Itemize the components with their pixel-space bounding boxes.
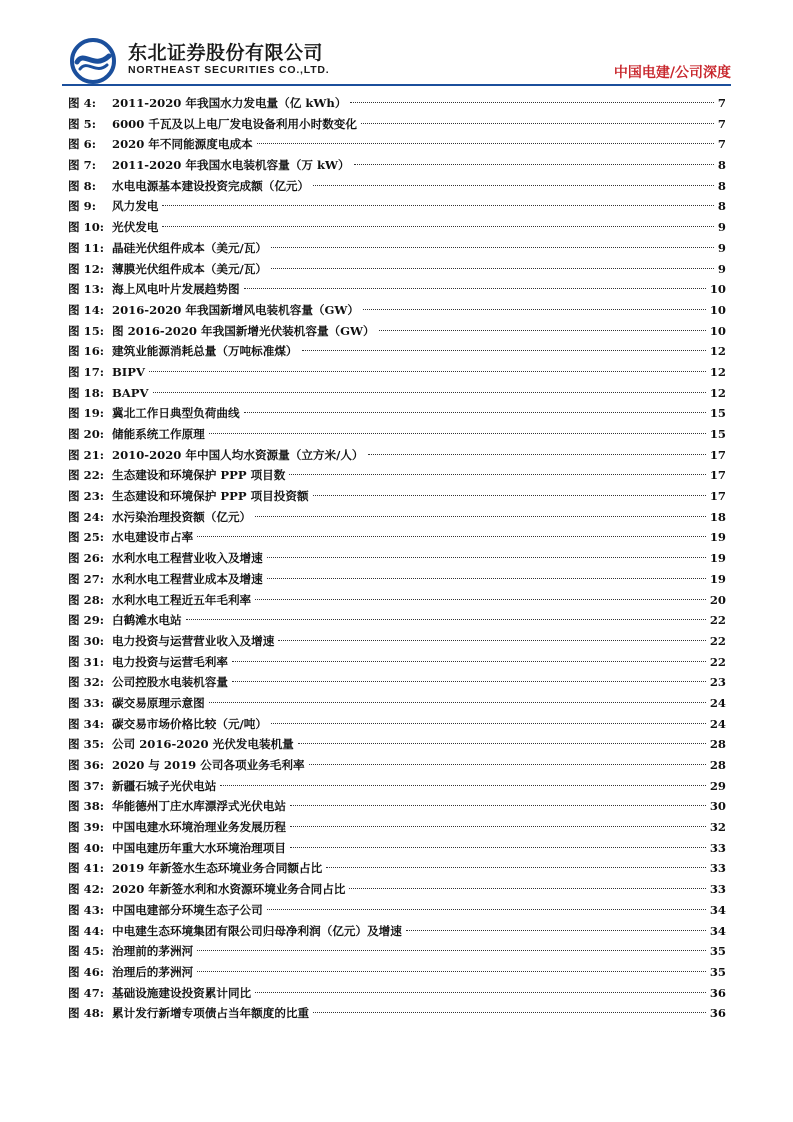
toc-entry-label: 图 37: — [68, 778, 105, 793]
toc-entry-label: 图 16: — [68, 344, 105, 359]
toc-entry[interactable] — [68, 403, 726, 424]
toc-entry-label: 图 20: — [68, 427, 105, 441]
toc-entry-title: 储能系统工作原理 — [112, 427, 205, 441]
toc-entry-title: 白鹤滩水电站 — [112, 613, 182, 628]
toc-entry-label: 图 8: — [68, 178, 96, 193]
toc-entry-page: 28 — [709, 737, 726, 752]
toc-entry-title: 2020 与 2019 公司各项业务毛利率 — [112, 758, 305, 772]
toc-entry-page: 23 — [709, 675, 726, 690]
toc-entry[interactable] — [68, 900, 726, 921]
toc-entry[interactable] — [68, 196, 726, 217]
toc-dot-leader — [186, 619, 706, 620]
toc-entry-title: 冀北工作日典型负荷曲线 — [112, 406, 240, 421]
toc-entry[interactable] — [68, 941, 726, 962]
toc-entry-label: 图 35: — [68, 737, 105, 752]
toc-entry-title: 2011-2020 年我国水力发电量（亿 kWh） — [112, 96, 347, 110]
toc-entry-label: 图 34: — [68, 716, 105, 731]
toc-entry-label: 图 38: — [68, 799, 105, 814]
figure-index-list — [68, 93, 726, 1024]
toc-entry-title: 建筑业能源消耗总量（万吨标准煤） — [112, 344, 298, 359]
toc-entry[interactable] — [68, 259, 726, 280]
toc-entry-page: 10 — [709, 282, 726, 297]
toc-entry[interactable] — [68, 383, 726, 404]
toc-entry-page: 9 — [717, 240, 726, 255]
toc-entry-title: 6000 千瓦及以上电厂发电设备利用小时数变化 — [112, 116, 357, 131]
toc-entry-page: 35 — [709, 964, 726, 979]
toc-entry-label: 图 6: — [68, 137, 96, 152]
toc-dot-leader — [302, 350, 706, 351]
toc-entry-title: 电力投资与运营毛利率 — [112, 654, 228, 669]
toc-entry[interactable] — [68, 590, 726, 611]
toc-entry-label: 图 27: — [68, 571, 105, 586]
toc-entry-label: 图 39: — [68, 820, 105, 835]
toc-entry-title: 公司控股水电装机容量 — [112, 675, 228, 690]
toc-entry-label: 图 23: — [68, 489, 105, 504]
toc-entry-page: 36 — [709, 1006, 726, 1021]
toc-entry-label: 图 5: — [68, 116, 96, 131]
toc-dot-leader — [255, 516, 706, 517]
toc-dot-leader — [271, 247, 714, 248]
toc-entry[interactable] — [68, 858, 726, 879]
toc-entry-page: 24 — [709, 716, 726, 731]
toc-entry-title: 水利水电工程营业成本及增速 — [112, 571, 263, 586]
toc-entry-label: 图 17: — [68, 364, 105, 379]
toc-dot-leader — [255, 992, 706, 993]
toc-entry-title: 华能德州丁庄水库漂浮式光伏电站 — [112, 799, 286, 814]
toc-entry[interactable] — [68, 983, 726, 1004]
toc-entry-page: 17 — [709, 447, 726, 462]
toc-entry-label: 图 43: — [68, 902, 105, 917]
toc-entry-title: 中国电建历年重大水环境治理项目 — [112, 840, 286, 855]
toc-entry-title: 2020 年新签水利和水资源环境业务合同占比 — [112, 882, 346, 897]
toc-entry[interactable] — [68, 1003, 726, 1024]
toc-entry-title: 薄膜光伏组件成本（美元/瓦） — [112, 261, 267, 276]
toc-entry-title: 生态建设和环境保护 PPP 项目数 — [112, 468, 286, 483]
toc-dot-leader — [197, 971, 706, 972]
toc-entry-title: 生态建设和环境保护 PPP 项目投资额 — [112, 489, 309, 504]
toc-entry[interactable] — [68, 424, 726, 445]
company-name-en: NORTHEAST SECURITIES CO.,LTD. — [128, 64, 330, 76]
toc-entry-page: 35 — [709, 944, 726, 959]
toc-entry-label: 图 11: — [68, 240, 105, 255]
toc-entry-page: 12 — [709, 385, 726, 400]
toc-entry[interactable] — [68, 362, 726, 383]
toc-entry-label: 图 28: — [68, 592, 105, 607]
toc-entry-page: 17 — [709, 468, 726, 483]
toc-entry-title: 晶硅光伏组件成本（美元/瓦） — [112, 240, 267, 255]
toc-dot-leader — [290, 826, 706, 827]
toc-entry-title: 海上风电叶片发展趋势图 — [112, 282, 240, 297]
toc-entry-page: 8 — [717, 158, 726, 173]
toc-entry-title: 累计发行新增专项债占当年额度的比重 — [112, 1006, 310, 1021]
toc-entry-title: 水电建设市占率 — [112, 530, 194, 545]
toc-entry-label: 图 48: — [68, 1006, 105, 1021]
toc-entry[interactable] — [68, 879, 726, 900]
toc-entry-page: 15 — [709, 427, 726, 441]
toc-dot-leader — [326, 867, 706, 868]
toc-dot-leader — [267, 909, 706, 910]
toc-dot-leader — [232, 661, 706, 662]
toc-dot-leader — [289, 474, 706, 475]
toc-entry[interactable] — [68, 610, 726, 631]
toc-entry[interactable] — [68, 734, 726, 755]
toc-entry-title: 治理后的茅洲河 — [112, 964, 194, 979]
toc-entry-title: 治理前的茅洲河 — [112, 944, 194, 959]
toc-entry-page: 20 — [709, 592, 726, 607]
toc-dot-leader — [361, 123, 714, 124]
toc-entry-page: 28 — [709, 758, 726, 772]
toc-entry[interactable] — [68, 838, 726, 859]
toc-dot-leader — [309, 764, 706, 765]
toc-dot-leader — [363, 309, 706, 310]
toc-entry-title: 风力发电 — [112, 199, 159, 214]
toc-entry-page: 22 — [709, 654, 726, 669]
toc-dot-leader — [244, 412, 706, 413]
toc-entry-title: 2020 年不同能源度电成本 — [112, 137, 253, 152]
toc-dot-leader — [271, 723, 706, 724]
toc-entry-label: 图 36: — [68, 758, 105, 772]
toc-entry-title: BAPV — [112, 385, 149, 400]
toc-entry-label: 图 32: — [68, 675, 105, 690]
toc-dot-leader — [197, 950, 706, 951]
toc-entry-label: 图 40: — [68, 840, 105, 855]
toc-entry-title: 新疆石城子光伏电站 — [112, 778, 217, 793]
toc-dot-leader — [313, 1012, 706, 1013]
toc-entry[interactable] — [68, 548, 726, 569]
toc-entry-page: 34 — [709, 902, 726, 917]
toc-entry-page: 29 — [709, 778, 726, 793]
toc-entry-title: 电力投资与运营营业收入及增速 — [112, 633, 275, 648]
toc-dot-leader — [278, 640, 706, 641]
toc-dot-leader — [197, 536, 706, 537]
toc-entry-title: 基础设施建设投资累计同比 — [112, 985, 252, 1000]
toc-entry-label: 图 44: — [68, 923, 105, 938]
toc-entry-page: 7 — [717, 116, 726, 131]
toc-dot-leader — [290, 847, 706, 848]
toc-dot-leader — [149, 371, 706, 372]
toc-entry[interactable] — [68, 279, 726, 300]
toc-dot-leader — [313, 185, 714, 186]
toc-entry[interactable] — [68, 693, 726, 714]
company-name-cn: 东北证券股份有限公司 — [128, 42, 324, 64]
toc-entry-label: 图 9: — [68, 199, 96, 214]
toc-entry-label: 图 31: — [68, 654, 105, 669]
toc-entry-page: 19 — [709, 571, 726, 586]
toc-dot-leader — [350, 102, 713, 103]
toc-entry-title: 中国电建水环境治理业务发展历程 — [112, 820, 286, 835]
toc-dot-leader — [313, 495, 706, 496]
toc-entry-page: 33 — [709, 882, 726, 897]
toc-entry[interactable] — [68, 507, 726, 528]
toc-entry-label: 图 41: — [68, 861, 105, 876]
toc-entry-label: 图 4: — [68, 96, 96, 110]
toc-entry-label: 图 33: — [68, 695, 105, 710]
toc-dot-leader — [209, 702, 706, 703]
toc-entry[interactable] — [68, 134, 726, 155]
toc-dot-leader — [368, 454, 706, 455]
toc-entry[interactable] — [68, 796, 726, 817]
toc-entry-page: 30 — [709, 799, 726, 814]
toc-entry[interactable] — [68, 817, 726, 838]
toc-entry-title: 2010-2020 年中国人均水资源量（立方米/人） — [112, 447, 364, 462]
toc-entry-page: 36 — [709, 985, 726, 1000]
toc-entry-title: 水电电源基本建设投资完成额（亿元） — [112, 178, 310, 193]
toc-entry-label: 图 45: — [68, 944, 105, 959]
toc-entry[interactable] — [68, 755, 726, 776]
toc-entry[interactable] — [68, 217, 726, 238]
toc-entry[interactable] — [68, 176, 726, 197]
toc-dot-leader — [406, 930, 706, 931]
toc-entry[interactable] — [68, 631, 726, 652]
toc-entry-page: 12 — [709, 364, 726, 379]
toc-entry-page: 7 — [717, 96, 726, 110]
toc-dot-leader — [271, 268, 714, 269]
toc-entry[interactable] — [68, 962, 726, 983]
toc-entry-label: 图 13: — [68, 282, 105, 297]
toc-entry-title: 中电建生态环境集团有限公司归母净利润（亿元）及增速 — [112, 923, 402, 938]
toc-entry-page: 33 — [709, 840, 726, 855]
toc-entry-title: 中国电建部分环境生态子公司 — [112, 902, 263, 917]
toc-entry-title: BIPV — [112, 364, 145, 379]
toc-entry[interactable] — [68, 93, 726, 114]
toc-entry[interactable] — [68, 238, 726, 259]
toc-entry[interactable] — [68, 527, 726, 548]
toc-dot-leader — [354, 164, 714, 165]
toc-entry[interactable] — [68, 321, 726, 342]
toc-entry[interactable] — [68, 776, 726, 797]
toc-entry-page: 9 — [717, 261, 726, 276]
toc-entry[interactable] — [68, 155, 726, 176]
toc-dot-leader — [232, 681, 706, 682]
toc-entry-page: 22 — [709, 613, 726, 628]
toc-entry-title: 碳交易市场价格比较（元/吨） — [112, 716, 267, 731]
toc-entry[interactable] — [68, 921, 726, 942]
toc-dot-leader — [153, 392, 706, 393]
toc-entry-label: 图 14: — [68, 302, 105, 317]
toc-entry-title: 2011-2020 年我国水电装机容量（万 kW） — [112, 158, 350, 173]
toc-dot-leader — [298, 743, 706, 744]
toc-entry[interactable] — [68, 341, 726, 362]
toc-dot-leader — [290, 805, 706, 806]
toc-entry-page: 22 — [709, 633, 726, 648]
toc-dot-leader — [162, 226, 714, 227]
toc-entry-label: 图 7: — [68, 158, 96, 173]
toc-entry-title: 水污染治理投资额（亿元） — [112, 509, 252, 524]
toc-entry-label: 图 30: — [68, 633, 105, 648]
toc-entry-page: 8 — [717, 199, 726, 214]
toc-entry-page: 34 — [709, 923, 726, 938]
toc-entry-page: 17 — [709, 489, 726, 504]
toc-entry[interactable] — [68, 465, 726, 486]
toc-entry[interactable] — [68, 652, 726, 673]
toc-entry-page: 19 — [709, 551, 726, 566]
toc-entry-page: 15 — [709, 406, 726, 421]
toc-entry-page: 9 — [717, 220, 726, 235]
toc-entry-page: 8 — [717, 178, 726, 193]
toc-entry-page: 33 — [709, 861, 726, 876]
toc-entry-page: 12 — [709, 344, 726, 359]
toc-entry-label: 图 25: — [68, 530, 105, 545]
toc-entry-title: 水利水电工程近五年毛利率 — [112, 592, 252, 607]
toc-entry-label: 图 22: — [68, 468, 105, 483]
toc-dot-leader — [244, 288, 706, 289]
toc-dot-leader — [162, 205, 714, 206]
toc-entry-page: 18 — [709, 509, 726, 524]
toc-entry-label: 图 12: — [68, 261, 105, 276]
company-logo-icon — [70, 38, 116, 84]
toc-entry-title: 2016-2020 年我国新增风电装机容量（GW） — [112, 302, 360, 317]
toc-dot-leader — [349, 888, 705, 889]
toc-entry[interactable] — [68, 300, 726, 321]
toc-entry-page: 19 — [709, 530, 726, 545]
toc-entry-title: 光伏发电 — [112, 220, 159, 235]
toc-dot-leader — [220, 785, 706, 786]
toc-entry[interactable] — [68, 445, 726, 466]
toc-dot-leader — [379, 330, 706, 331]
toc-entry[interactable] — [68, 114, 726, 135]
header-divider — [62, 84, 731, 86]
toc-entry-page: 24 — [709, 695, 726, 710]
toc-entry-page: 10 — [709, 323, 726, 338]
toc-entry-page: 10 — [709, 302, 726, 317]
toc-dot-leader — [267, 557, 706, 558]
toc-entry[interactable] — [68, 569, 726, 590]
toc-entry-label: 图 18: — [68, 385, 105, 400]
toc-dot-leader — [209, 433, 706, 434]
toc-dot-leader — [255, 599, 706, 600]
toc-entry-label: 图 15: — [68, 323, 105, 338]
toc-entry[interactable] — [68, 714, 726, 735]
toc-dot-leader — [267, 578, 706, 579]
toc-entry-title: 水利水电工程营业收入及增速 — [112, 551, 263, 566]
report-tag: 中国电建/公司深度 — [613, 65, 731, 81]
toc-entry[interactable] — [68, 672, 726, 693]
toc-entry-label: 图 47: — [68, 985, 105, 1000]
toc-entry-label: 图 26: — [68, 551, 105, 566]
page-header — [0, 0, 793, 92]
toc-entry-label: 图 46: — [68, 964, 105, 979]
toc-entry-label: 图 42: — [68, 882, 105, 897]
toc-entry-title: 2019 年新签水生态环境业务合同额占比 — [112, 861, 323, 876]
toc-entry-label: 图 21: — [68, 447, 105, 462]
toc-entry-label: 图 29: — [68, 613, 105, 628]
toc-entry-title: 碳交易原理示意图 — [112, 695, 205, 710]
toc-entry-page: 7 — [717, 137, 726, 152]
toc-dot-leader — [257, 143, 714, 144]
toc-entry[interactable] — [68, 486, 726, 507]
toc-entry-label: 图 10: — [68, 220, 105, 235]
toc-entry-label: 图 19: — [68, 406, 105, 421]
toc-entry-page: 32 — [709, 820, 726, 835]
toc-entry-title: 公司 2016-2020 光伏发电装机量 — [112, 737, 294, 752]
toc-entry-title: 图 2016-2020 年我国新增光伏装机容量（GW） — [112, 323, 375, 338]
toc-entry-label: 图 24: — [68, 509, 105, 524]
